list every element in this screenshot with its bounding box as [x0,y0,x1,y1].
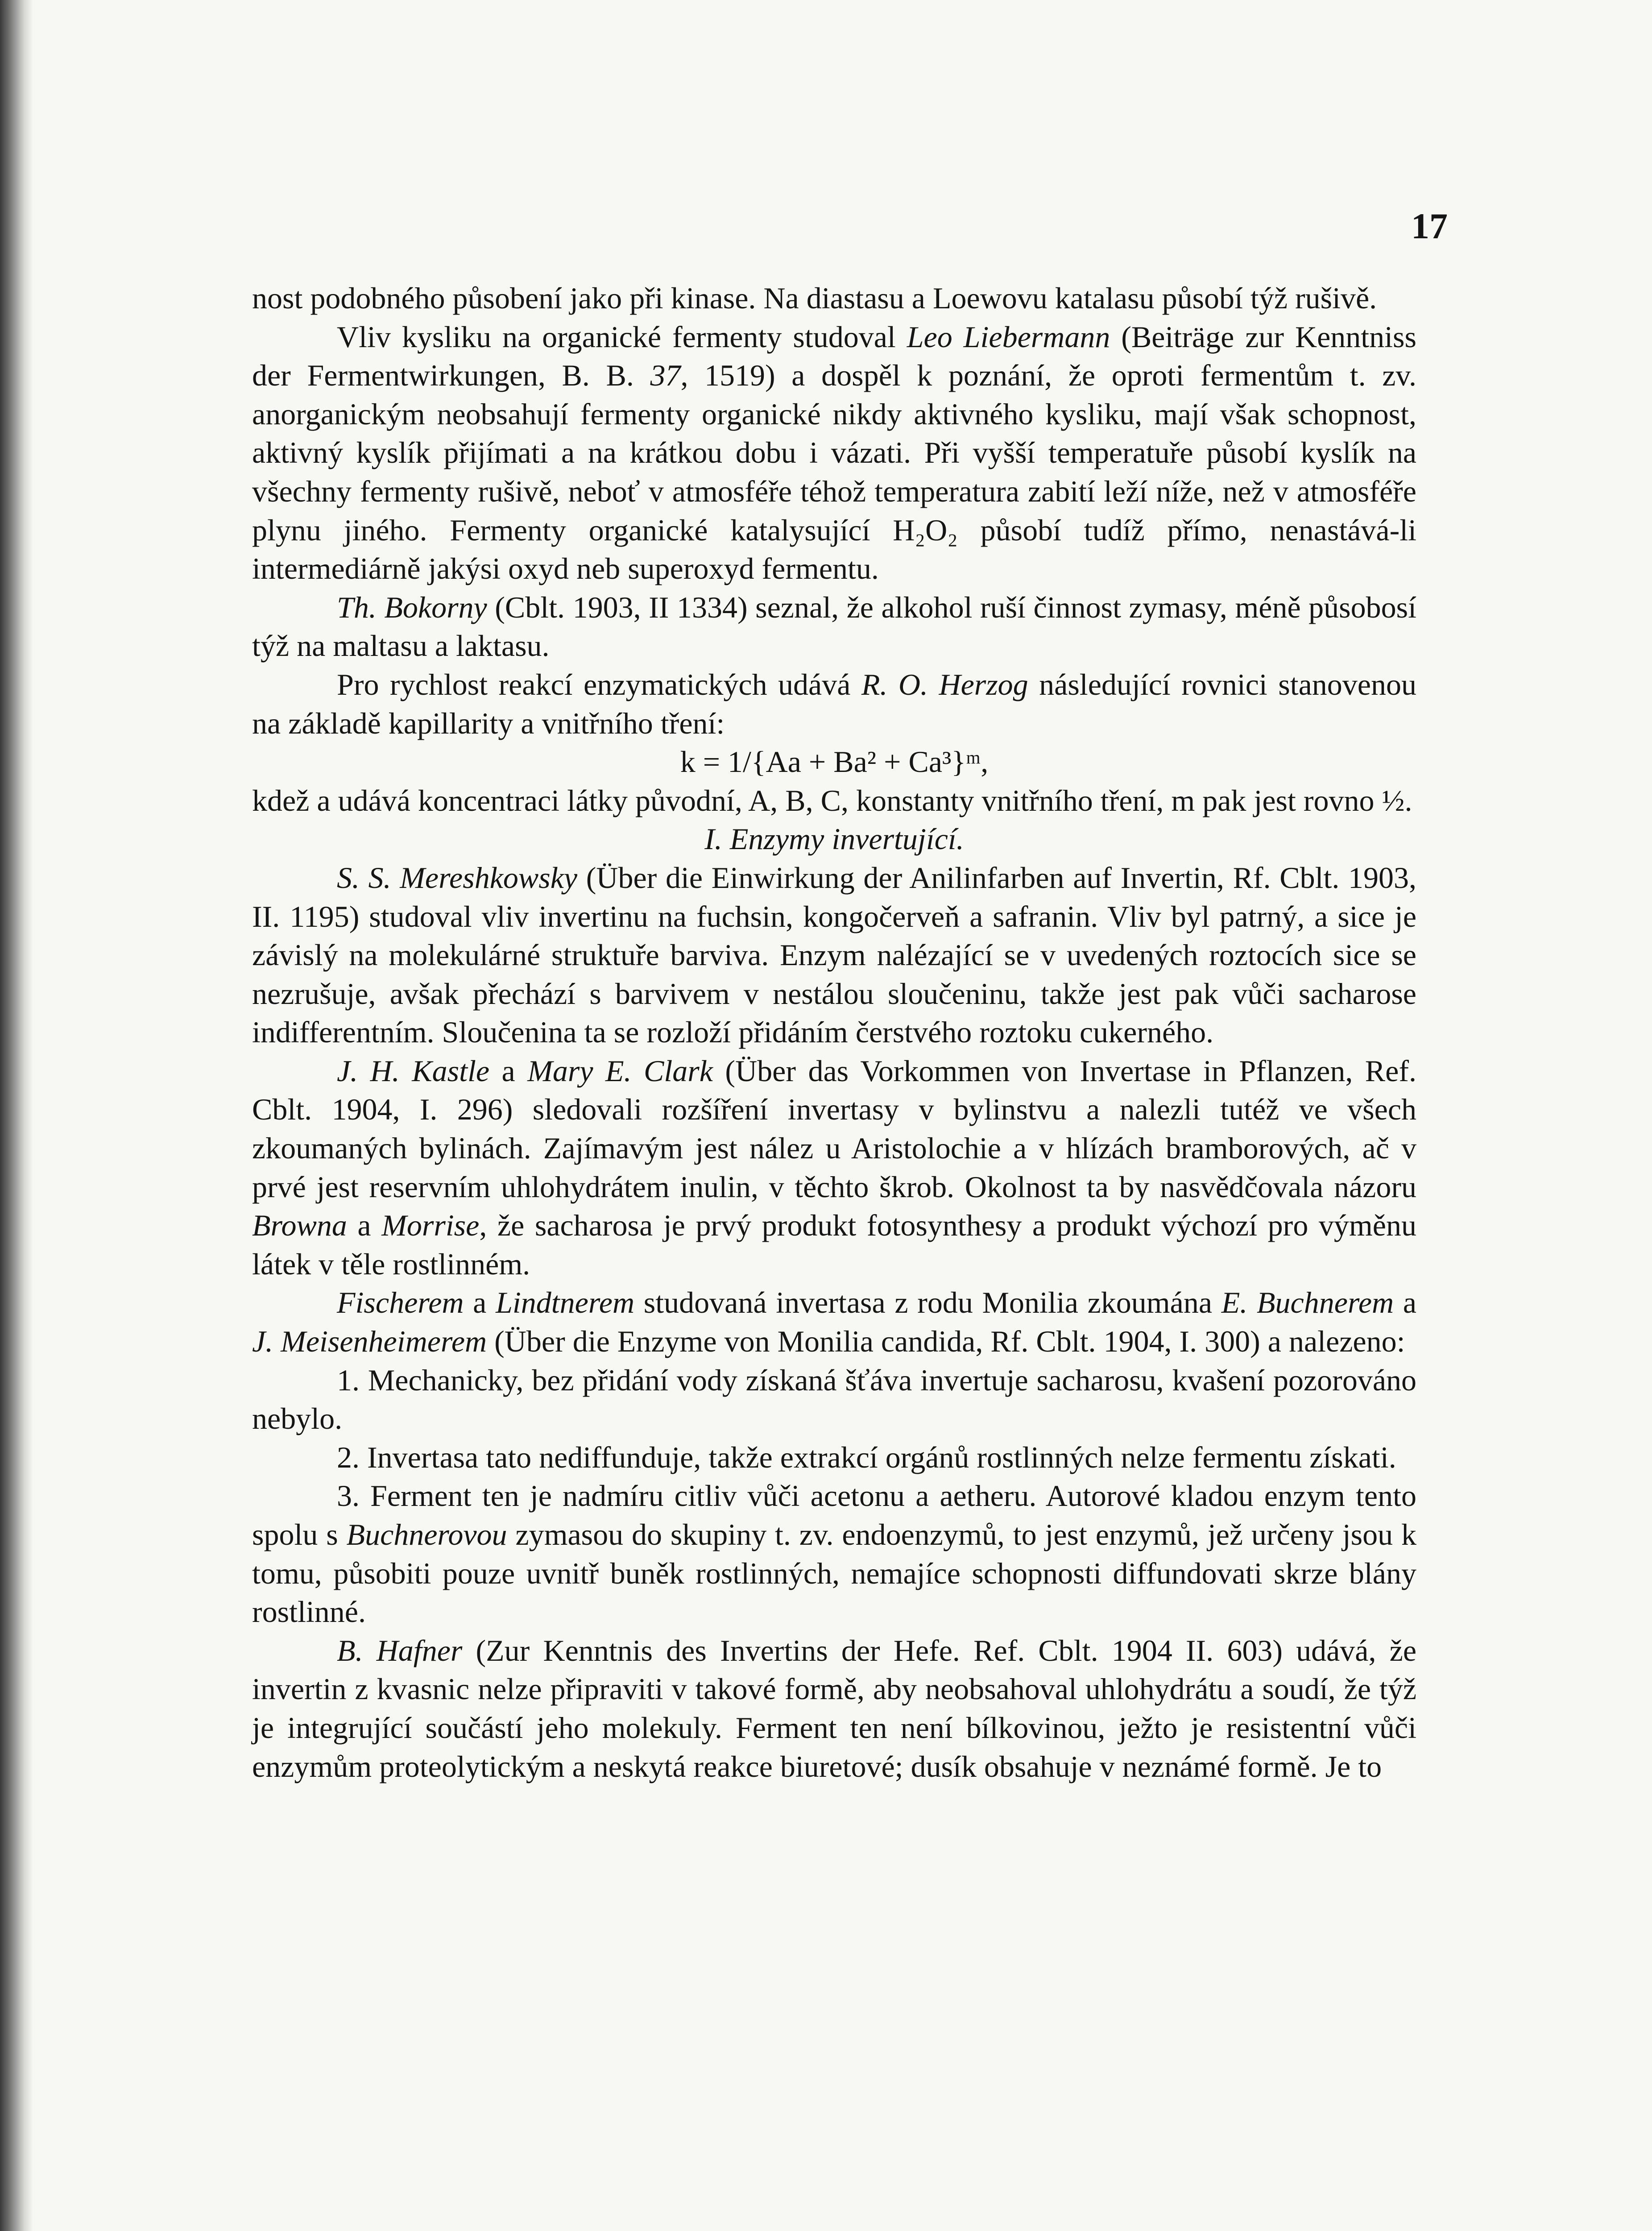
paragraph-mereshkowsky: S. S. Mereshkowsky (Über die Einwirkung der Anilinfarben auf Invertin, Rf. Cblt. 1903, II. 1195) studoval vliv invertinu na fuchsin, kongočerveň a safranin. Vliv byl patrný, a sice je závislý na molekulárné struktuře barviva. Enzym nalézající se v uvedených roztocích sice se nezrušuje, avšak přechází s barvivem v nestálou sloučeninu, takže jest pak vůči sacharose indifferentním. Sloučenina ta se rozloží přidáním čerstvého roztoku cukerného. [252,860,1416,1049]
author-name: J. H. Kastle [337,1053,490,1088]
list-item: 1. Mechanicky, bez přidání vody získaná šťáva invertuje sacharosu, kvašení pozorováno nebylo. [252,1363,1416,1436]
author-name: Leo Liebermann [907,319,1110,354]
author-name: Lindtnerem [496,1286,635,1320]
section-heading: I. Enzymy invertující. [704,822,964,856]
paragraph-kastle-clark: J. H. Kastle a Mary E. Clark (Über das Vorkommen von Invertase in Pflanzen, Ref. Cblt. 1904, I. 296) sledovali rozšíření invertasy v bylinstvu a nalezli tutéž ve všech zkoumaných bylinách. Zajímavým jest nález u Aristolochie a v hlízách bramborových, ač v prvé jest reservním uhlohydrátem inulin, v těchto škrob. Okolnost ta by nasvědčovala názoru Browna a Morrise, že sacharosa je prvý produkt fotosynthesy a produkt výchozí pro výměnu látek v těle rostlinném. [252,1053,1416,1281]
paragraph-herzog: Pro rychlost reakcí enzymatických udává R. O. Herzog následující rovnici stanovenou na základě kapillarity a vnitřního tření: [252,667,1416,740]
volume-number: 37 [650,358,681,393]
author-name: Th. Bokorny [337,590,487,624]
author-name: Fischerem [337,1286,464,1320]
author-name: S. S. Mereshkowsky [337,860,578,895]
author-name: E. Buchnerem [1221,1286,1394,1320]
paragraph-continuation: nost podobného působení jako při kinase. Na diastasu a Loewovu katalasu působí týž rušivě. [252,281,1377,315]
paragraph-hafner: B. Hafner (Zur Kenntnis des Invertins der Hefe. Ref. Cblt. 1904 II. 603) udává, že invertin z kvasnic nelze připraviti v takové formě, aby neobsahoval uhlohydrátu a soudí, že týž je integrující součástí jeho molekuly. Ferment ten není bílkovinou, ježto je resistentní vůči enzymům proteolytickým a neskytá reakce biuretové; dusík obsahuje v neznámé formě. Je to [252,1633,1416,1783]
author-name: Mary E. Clark [527,1053,713,1088]
page-number: 17 [1411,206,1448,246]
text-block [252,279,1416,1786]
author-name: Buchnerovou [346,1518,507,1551]
list-item: 2. Invertasa tato nediffunduje, takže extrakcí orgánů rostlinných nelze fermentu získati. [337,1440,1396,1474]
author-name: R. O. Herzog [861,667,1028,701]
paragraph-formula-explanation: kdež a udává koncentraci látky původní, A, B, C, konstanty vnitřního tření, m pak jest rovno ½. [252,783,1412,817]
paragraph-liebermann: Vliv kysliku na organické fermenty studoval Leo Liebermann (Beiträge zur Kenntniss der Fermentwirkungen, B. B. 37, 1519) a dospěl k poznání, že oproti fermentům t. zv. anorganickým neobsahují fermenty organické nikdy aktivného kysliku, mají však schopnost, aktivný kyslík přijímati a na krátkou dobu i vázati. Při vyšší temperatuře působí kyslík na všechny fermenty rušivě, neboť v atmosféře téhož temperatura zabití leží níže, než v atmosféře plynu jiného. Fermenty organické katalysující H₂O₂ působí tudíž přímo, nenastává-li intermediárně jakýsi oxyd neb superoxyd fermentu. [252,319,1416,586]
paragraph-bokorny: Th. Bokorny (Cblt. 1903, II 1334) seznal, že alkohol ruší činnost zymasy, méně působosí týž na maltasu a laktasu. [252,590,1416,663]
formula: k = 1/{Aa + Ba² + Ca³}ᵐ, [680,745,989,779]
author-name: Browna [252,1208,347,1243]
author-name: J. Meisenheimerem [252,1324,487,1359]
book-binding-shadow [0,0,33,2231]
list-item: 3. Ferment ten je nadmíru citliv vůči acetonu a aetheru. Autorové kladou enzym tento spolu s Buchnerovou zymasou do skupiny t. zv. endoenzymů, to jest enzymů, jež určeny jsou k tomu, působiti pouze uvnitř buněk rostlinných, nemajíce schopnosti diffundovati skrze blány rostlinné. [252,1479,1416,1629]
paragraph-fischer-lindtner: Fischerem a Lindtnerem studovaná invertasa z rodu Monilia zkoumána E. Buchnerem a J. Meisenheimerem (Über die Enzyme von Monilia candida, Rf. Cblt. 1904, I. 300) a nalezeno: [252,1286,1417,1359]
author-name: Morrise [381,1208,480,1243]
author-name: B. Hafner [337,1633,463,1667]
